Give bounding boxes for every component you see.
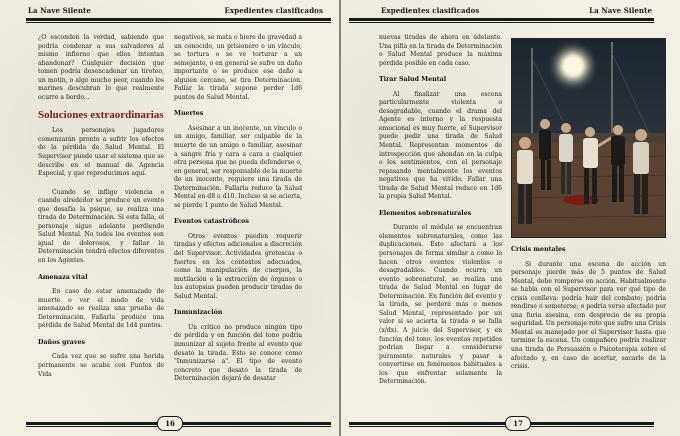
right-page <box>341 0 680 436</box>
paragraph: ¿O esconden la verdad, sabiendo que podría condenar a sus salvadores al mismo infierno que ellos intentan abandonar? Cualquier decisión que tomen podría desencadenar un tiroteo, un motín, o algo mucho peor, cuando los marines descubran lo que realmente ocurre a bordo... <box>38 34 164 101</box>
left-page-column-1 <box>38 34 164 386</box>
paragraph: Asesinar a un inocente, un vínculo o un amigo, familiar, ser culpable de la muerte de un amigo o familiar, asesinar a sangre fría y cara a cara a cualquier otra persona que no pueda defenderse o, en general, ser responsable de la muerte de un inocente, requiere una tirada de Determinación. Fallarla reduce la Salud Mental en d8 o d10. Incluso si se acierta, se pierde 1 punto de Salud Mental. <box>174 124 302 209</box>
subheading: Amenaza vital <box>38 273 88 281</box>
header-chapter-title: Expedientes clasificados <box>224 6 323 15</box>
paragraph: nuevas tiradas de ahora en adelante. Una pifia en la tirada de Determinación o Salud Mental produce la máxima pérdida posible en cada caso. <box>379 34 502 67</box>
page-number: 17 <box>505 416 531 431</box>
paragraph: En caso de estar amenazado de muerte o ver el modo de vida amenazado se realiza una prueba de Determinación. Fallarla produce una pérdida de Salud Mental de 1d4 puntos. <box>38 288 164 330</box>
left-header <box>26 6 331 24</box>
subheading: Daños graves <box>38 338 86 346</box>
right-footer <box>349 416 654 430</box>
header-rule <box>349 18 654 21</box>
header-chapter-title: Expedientes clasificados <box>381 6 480 15</box>
paragraph: Cada vez que se sufre una herida permanente se acaba con Puntos de Vida <box>38 353 164 378</box>
paragraph: Al finalizar una escena particularmente violenta o desagradable, cuando el drama del Agente es interno y la respuesta emocional es muy fuerte, el Supervisor puede pedir una tirada de Salud Mental. Representan momentos de introspección que ahondan en la culpa o los sentimientos, con el personaje repasando mentalmente los eventos negativos que ha vivido. Fallar una tirada de Salud Mental reduce en 1d6 la propia Salud Mental. <box>379 90 502 201</box>
right-header <box>349 6 654 24</box>
right-page-column-2 <box>511 246 666 379</box>
subheading: Elementos sobrenaturales <box>379 209 472 217</box>
subheading: Eventos catastróficos <box>174 218 249 226</box>
subheading: Muertes <box>174 110 204 118</box>
ship-deck-brawl-illustration <box>511 38 666 238</box>
header-book-title: La Nave Silente <box>589 6 652 15</box>
page-number: 16 <box>157 416 183 431</box>
paragraph: Los personajes jugadores comenzarán pronto a sufrir los efectos de la pérdida de Salud Mental. El Supervisor puede usar el sistema que se describe en el manual de Agencia Especial, y que reproducimos aquí. <box>38 127 164 178</box>
paragraph: Durante el módulo se encuentran elementos sobrenaturales, como las duplicaciones. Esto afectará a los personajes de forma similar a como lo hacen otros eventos violentos o desagradables. Cuando ocurra un evento sobrenatural, se realiza una tirada de Salud Mental en lugar de Determinación. En función del evento y la tirada, se perderá más o menos Salud Mental, representado por un valor si se acierta la tirada o se falla (x/dx). A juicio del Supervisor, y en función del tono, los eventos repetidos podrían llegar a considerarse puramente naturales y pasar a convertirse en fenómenos habituales a los que enfrentar solamente la Determinación. <box>379 224 502 386</box>
paragraph: Si durante una escena de acción un personaje pierde más de 5 puntos de Salud Mental, debe romperse en acción. Habitualmente se habla con el Supervisor para ver qué tipo de crisis conlleva: podría huir del combate; podría rendirse o someterse; o podría verse afectado por una furia asesina, con desprecio de su propia seguridad. Un personaje roto que sufre una Crisis Mental es manejado por el Supervisor hasta que termine la escena. Un compañero podría realizar una tirada de Persuasión o Psicoterapia sobre el afectado y, en caso de acertar, sacarle de la crisis. <box>511 260 666 371</box>
footer-rule-thin <box>349 426 654 427</box>
header-rule-thin <box>26 22 331 23</box>
subheading: Tirar Salud Mental <box>379 76 447 84</box>
paragraph: Cuando se inflige violencia o cuando alrededor se produce un evento que desafía la psique, se realiza una tirada de Determinación. Si esta falla, el personaje sigue adelante perdiendo Salud Mental. No todos los eventos son igual de dolorosos, y fallar la Determinación tendrá efectos diferentes en los Agentes. <box>38 188 164 265</box>
left-page-column-2 <box>174 34 302 391</box>
header-rule-thin <box>349 22 654 23</box>
header-book-title: La Nave Silente <box>28 6 91 15</box>
subheading: Inmunización <box>174 309 223 317</box>
paragraph: Otros eventos pueden requerir tiradas y efectos adicionales a discreción del Supervisor. Actividades grotescas o fuertes en los contextos adecuados, como la manipulación de cuerpos, la mutilación o la extracción de órganos o las autopsias pueden producir tiradas de Salud Mental. <box>174 232 302 300</box>
section-heading: Soluciones extraordinarias <box>38 109 164 122</box>
subheading: Crisis mentales <box>511 246 566 253</box>
footer-rule <box>349 422 654 425</box>
left-page <box>0 0 339 436</box>
paragraph: Un crítico no produce ningún tipo de pérdida y en función del tono podría inmunizar al sujeto frente al evento que desató la tirada. Esto se conoce como "Inmunizarse a". El tipo de evento concreto que desató la tirada de Determinación dejará de desatar <box>174 323 302 383</box>
left-footer <box>26 416 331 430</box>
header-rule <box>26 18 331 21</box>
paragraph: negativos, se mata o hiere de gravedad a un conocido, un prisionero o un vínculo, se tortura o se ve torturar a un semejante, o en general se sufre un daño importante o se produce ese daño a alguien cercano, se tira Determinación. Fallar la tirada supone perder 1d6 puntos de Salud Mental. <box>174 34 302 101</box>
right-page-column-1 <box>379 34 502 394</box>
